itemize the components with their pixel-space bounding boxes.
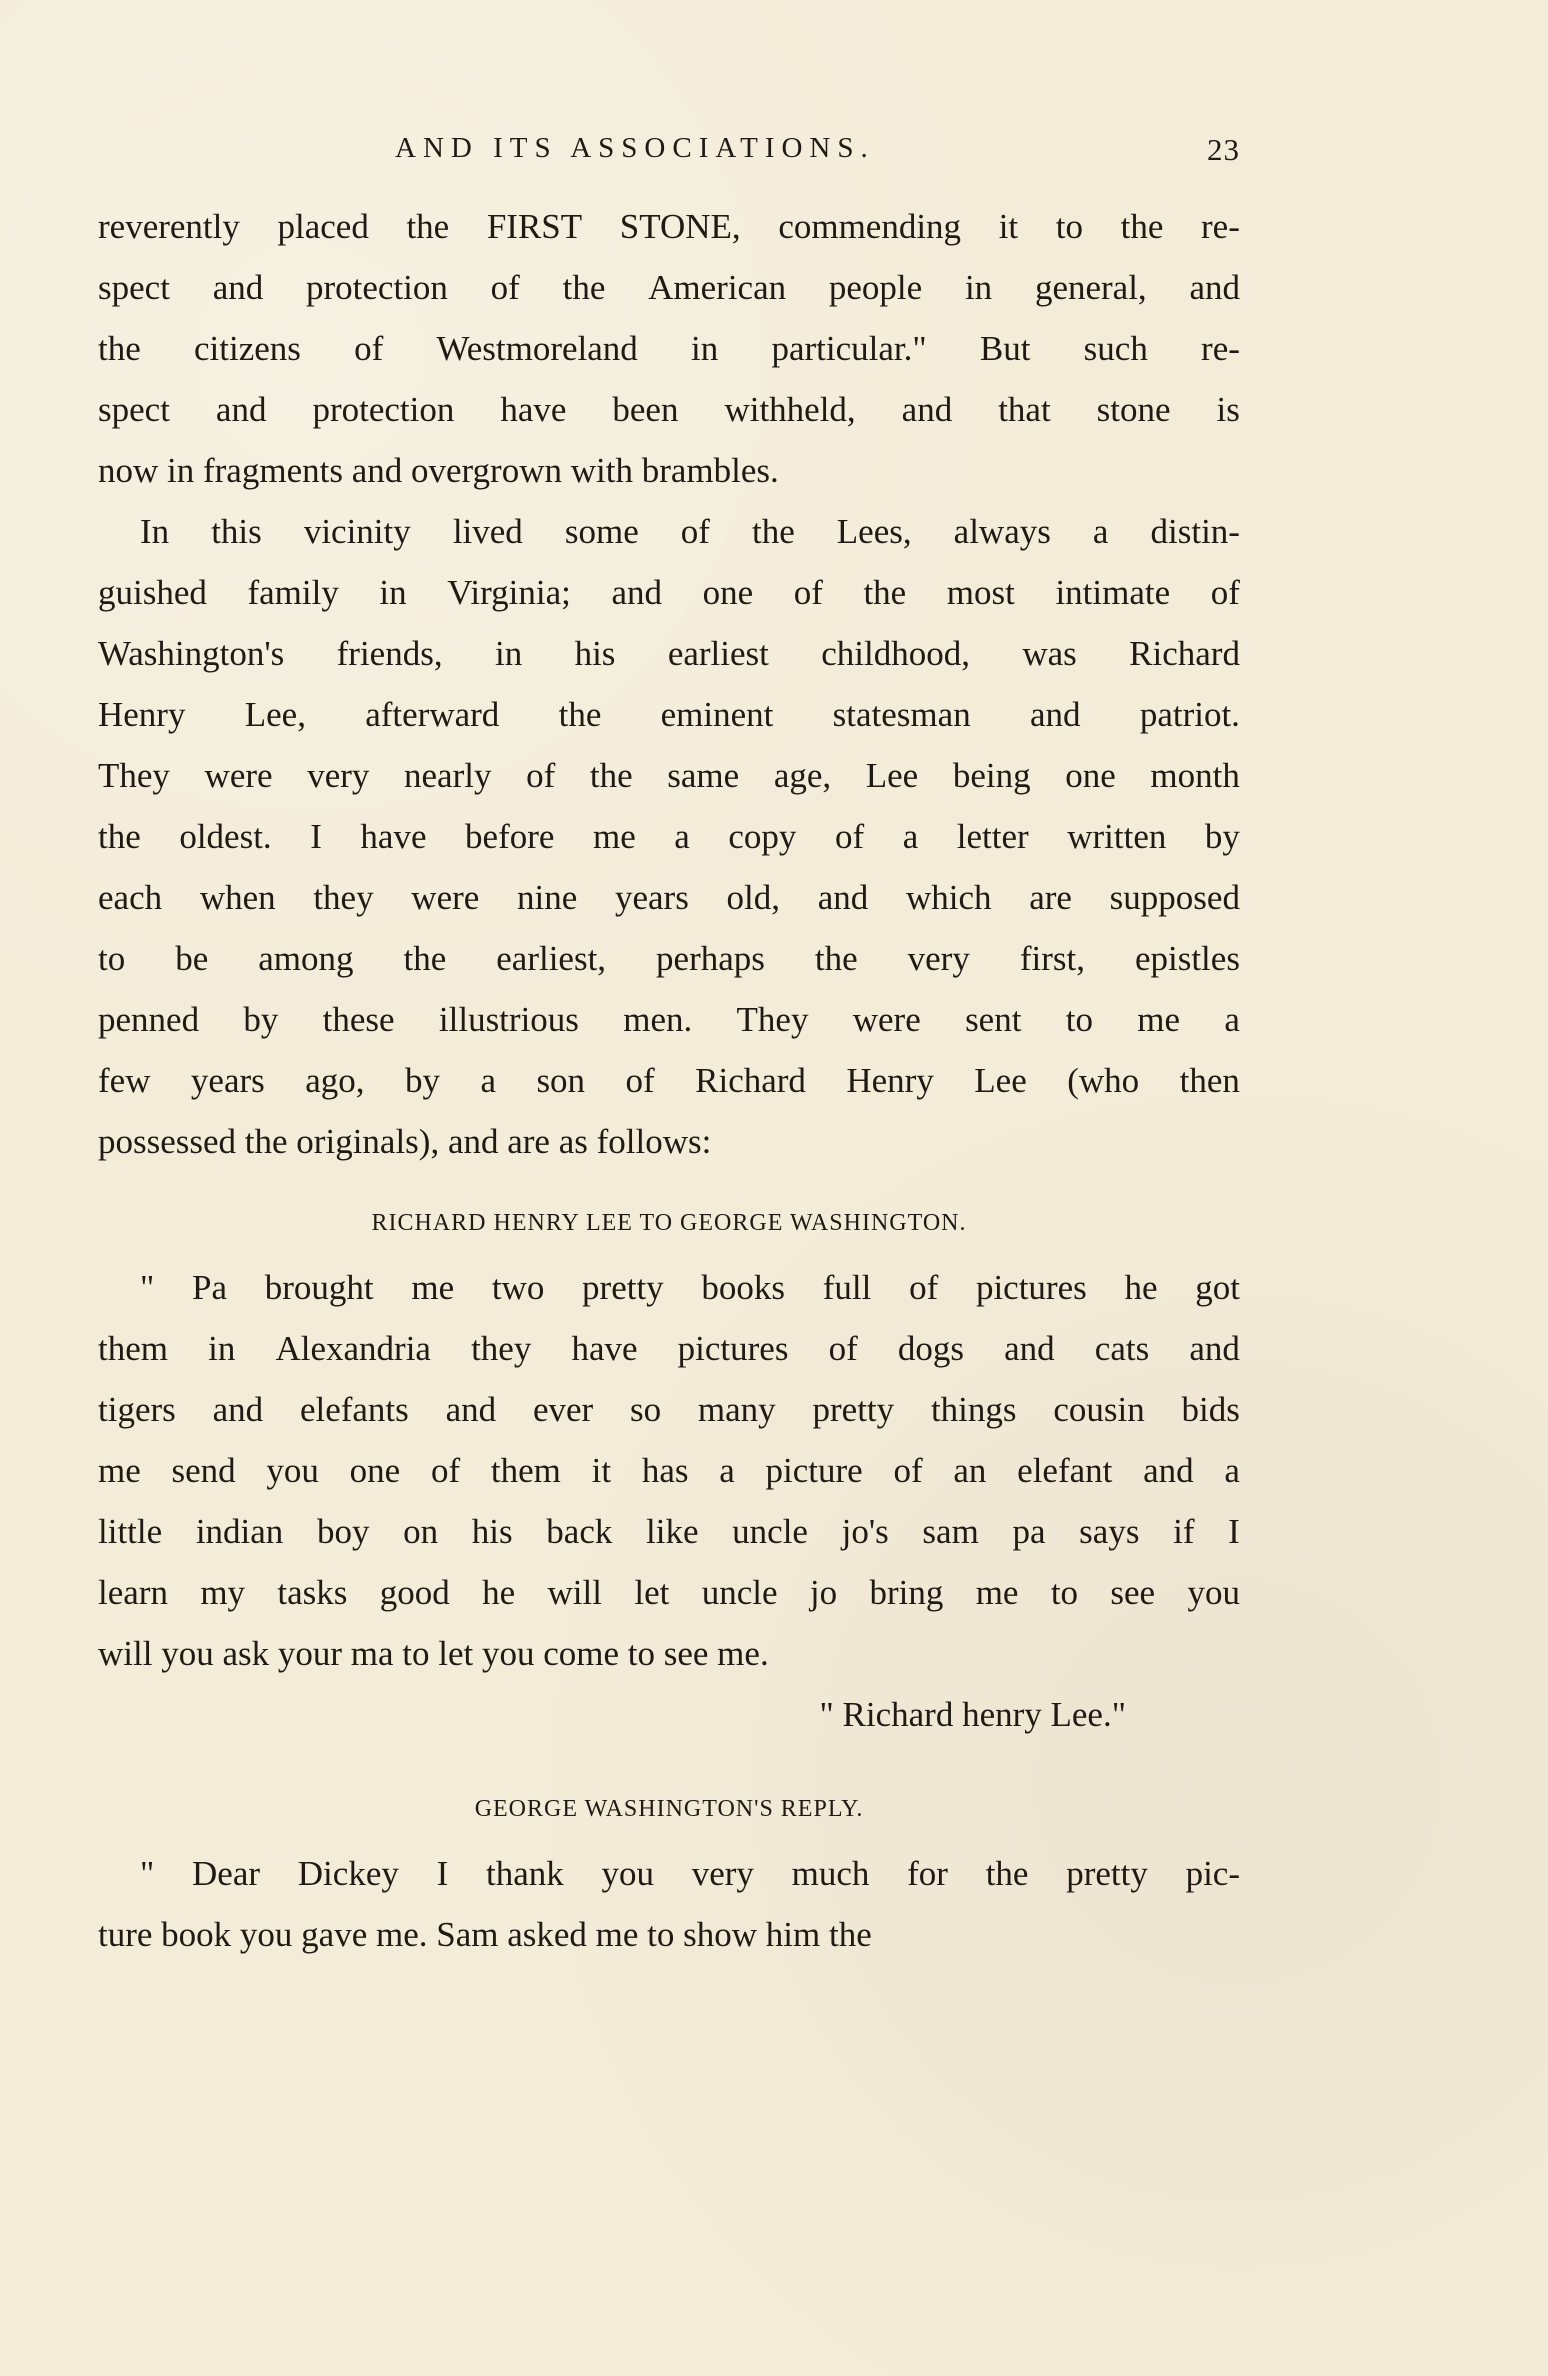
word: pretty	[812, 1390, 895, 1429]
word: bring	[869, 1573, 944, 1612]
word: of	[893, 1451, 923, 1490]
word: pic-	[1185, 1854, 1240, 1893]
word: Dickey	[297, 1854, 399, 1893]
word: penned	[98, 1000, 200, 1039]
main-text	[98, 196, 1240, 1965]
word: will	[547, 1573, 602, 1612]
paragraph-1-line-1	[98, 196, 1240, 257]
word: it	[998, 207, 1019, 246]
word: Virginia;	[447, 573, 571, 612]
word: spect	[98, 268, 170, 307]
word: same	[667, 756, 740, 795]
word: they	[471, 1329, 532, 1368]
paragraph-2-line-4	[98, 684, 1240, 745]
word: and	[1029, 695, 1081, 734]
word: in	[964, 268, 993, 307]
word: years	[190, 1061, 265, 1100]
word: and	[611, 573, 662, 612]
word: to	[1050, 1573, 1079, 1612]
word: and	[1004, 1329, 1055, 1368]
word: withheld,	[724, 390, 856, 429]
word: first,	[1019, 939, 1085, 978]
word: American	[648, 268, 787, 307]
word: tigers	[98, 1390, 176, 1429]
word: uncle	[732, 1512, 808, 1551]
word: cats	[1094, 1329, 1150, 1368]
letter-1-line-4	[98, 1440, 1240, 1501]
word: I	[310, 817, 322, 856]
word: have	[571, 1329, 638, 1368]
word: jo	[809, 1573, 838, 1612]
word: Lee	[974, 1061, 1027, 1100]
word: distin-	[1150, 512, 1240, 551]
word: me	[98, 1451, 141, 1490]
word: commending	[778, 207, 962, 246]
paragraph-2-line-7	[98, 867, 1240, 928]
paragraph-2-line-5	[98, 745, 1240, 806]
word: being	[952, 756, 1031, 795]
word: re-	[1201, 207, 1240, 246]
word: Pa	[192, 1268, 228, 1307]
word: some	[564, 512, 639, 551]
word: of	[793, 573, 823, 612]
word: pictures	[975, 1268, 1087, 1307]
word: like	[646, 1512, 699, 1551]
word: Alexandria	[275, 1329, 431, 1368]
word: of	[680, 512, 710, 551]
word: one	[349, 1451, 401, 1490]
paragraph-2-line-10	[98, 1050, 1240, 1111]
word: STONE,	[619, 207, 741, 246]
word: citizens	[193, 329, 301, 368]
paragraph-2-line-2	[98, 562, 1240, 623]
word: epistles	[1134, 939, 1240, 978]
word: has	[641, 1451, 689, 1490]
letter-2-line-2: ture book you gave me. Sam asked me to show him the	[98, 1915, 872, 1954]
word: have	[500, 390, 567, 429]
word: illustrious	[438, 1000, 579, 1039]
word: statesman	[832, 695, 971, 734]
word: a	[719, 1451, 735, 1490]
word: you	[1187, 1573, 1240, 1612]
word: jo's	[841, 1512, 889, 1551]
running-head	[395, 132, 1240, 172]
letter-1-signature: " Richard henry Lee."	[819, 1695, 1126, 1734]
word: were	[852, 1000, 921, 1039]
word: family	[247, 573, 339, 612]
word: Westmoreland	[436, 329, 638, 368]
word: the	[406, 207, 450, 246]
word: guished	[98, 573, 207, 612]
word: it	[591, 1451, 612, 1490]
word: afterward	[365, 695, 500, 734]
letter-1-line-3	[98, 1379, 1240, 1440]
word: of	[354, 329, 384, 368]
letter-1-line-1	[98, 1257, 1240, 1318]
word: for	[907, 1854, 948, 1893]
letter-1-line-7: will you ask your ma to let you come to see me.	[98, 1634, 769, 1673]
word: "	[140, 1854, 155, 1893]
word: old,	[726, 878, 781, 917]
word: very	[691, 1854, 754, 1893]
word: his	[574, 634, 616, 673]
word: these	[322, 1000, 395, 1039]
reply-heading: GEORGE WASHINGTON'S REPLY.	[474, 1796, 864, 1822]
word: protection	[312, 390, 455, 429]
word: They	[98, 756, 170, 795]
word: then	[1179, 1061, 1240, 1100]
word: a	[1224, 1000, 1240, 1039]
word: always	[953, 512, 1051, 551]
word: picture	[765, 1451, 863, 1490]
word: tasks	[277, 1573, 348, 1612]
word: "	[140, 1268, 155, 1307]
word: childhood,	[821, 634, 970, 673]
word: the	[985, 1854, 1029, 1893]
word: most	[946, 573, 1015, 612]
word: month	[1150, 756, 1240, 795]
word: son	[536, 1061, 586, 1100]
word: of	[909, 1268, 939, 1307]
word: patriot.	[1139, 695, 1240, 734]
word: a	[480, 1061, 496, 1100]
word: of	[1210, 573, 1240, 612]
word: copy	[728, 817, 797, 856]
word: of	[625, 1061, 655, 1100]
word: of	[828, 1329, 858, 1368]
paragraph-1-line-2	[98, 257, 1240, 318]
word: indian	[195, 1512, 284, 1551]
word: placed	[277, 207, 369, 246]
word: see	[1110, 1573, 1156, 1612]
word: intimate	[1055, 573, 1171, 612]
letter-2-line-1	[98, 1843, 1240, 1904]
word: bids	[1181, 1390, 1240, 1429]
word: the	[1120, 207, 1164, 246]
word: FIRST	[486, 207, 583, 246]
word: the	[98, 329, 141, 368]
word: perhaps	[656, 939, 765, 978]
word: written	[1067, 817, 1167, 856]
word: many	[697, 1390, 776, 1429]
paragraph-2-line-11: possessed the originals), and are as follows:	[98, 1122, 712, 1161]
word: supposed	[1109, 878, 1240, 917]
word: earliest	[667, 634, 769, 673]
word: the	[589, 756, 633, 795]
word: to	[98, 939, 126, 978]
word: learn	[98, 1573, 168, 1612]
word: men.	[623, 1000, 693, 1039]
word: this	[211, 512, 262, 551]
paragraph-1-line-4	[98, 379, 1240, 440]
word: little	[98, 1512, 163, 1551]
word: stone	[1096, 390, 1171, 429]
word: Lees,	[836, 512, 912, 551]
word: particular."	[771, 329, 927, 368]
word: so	[629, 1390, 662, 1429]
word: is	[1216, 390, 1240, 429]
word: I	[1228, 1512, 1240, 1551]
word: be	[175, 939, 209, 978]
word: nearly	[404, 756, 492, 795]
word: them	[490, 1451, 561, 1490]
word: Lee,	[244, 695, 306, 734]
word: nine	[517, 878, 578, 917]
word: few	[98, 1061, 151, 1100]
paragraph-1-line-3	[98, 318, 1240, 379]
word: a	[902, 817, 919, 856]
word: of	[834, 817, 865, 856]
word: a	[674, 817, 690, 856]
word: send	[171, 1451, 236, 1490]
word: one	[1065, 756, 1116, 795]
word: dogs	[897, 1329, 964, 1368]
word: the	[562, 268, 606, 307]
word: Henry	[846, 1061, 934, 1100]
word: in	[379, 573, 407, 612]
word: two	[491, 1268, 545, 1307]
word: elefants	[299, 1390, 409, 1429]
word: In	[140, 512, 170, 551]
word: people	[828, 268, 923, 307]
word: Lee	[865, 756, 919, 795]
word: vicinity	[303, 512, 411, 551]
word: They	[736, 1000, 809, 1039]
word: back	[546, 1512, 613, 1551]
word: and	[817, 878, 869, 917]
word: and	[445, 1390, 497, 1429]
word: protection	[306, 268, 448, 307]
word: were	[411, 878, 480, 917]
word: the	[403, 939, 447, 978]
paragraph-2-line-6	[98, 806, 1240, 867]
word: spect	[98, 390, 170, 429]
word: each	[98, 878, 163, 917]
word: among	[258, 939, 354, 978]
word: the	[558, 695, 602, 734]
letter-1-line-2	[98, 1318, 1240, 1379]
word: very	[907, 939, 970, 978]
word: and	[215, 390, 267, 429]
word: in	[494, 634, 523, 673]
word: ago,	[305, 1061, 365, 1100]
word: letter	[956, 817, 1029, 856]
word: in	[691, 329, 719, 368]
word: he	[1124, 1268, 1158, 1307]
word: Washington's	[98, 634, 285, 673]
word: and	[1189, 1329, 1240, 1368]
paragraph-2-line-1	[98, 501, 1240, 562]
word: cousin	[1053, 1390, 1145, 1429]
word: I	[436, 1854, 449, 1893]
word: me	[1137, 1000, 1181, 1039]
running-title: AND ITS ASSOCIATIONS.	[395, 132, 875, 164]
word: to	[1055, 207, 1083, 246]
word: uncle	[701, 1573, 778, 1612]
word: boy	[316, 1512, 370, 1551]
word: which	[905, 878, 992, 917]
word: the	[751, 512, 795, 551]
word: earliest,	[496, 939, 607, 978]
word: very	[307, 756, 370, 795]
word: and	[1189, 268, 1240, 307]
word: the	[863, 573, 907, 612]
word: thank	[485, 1854, 564, 1893]
word: ever	[532, 1390, 594, 1429]
word: they	[313, 878, 374, 917]
word: when	[199, 878, 276, 917]
word: reverently	[98, 207, 240, 246]
word: his	[471, 1512, 513, 1551]
word: that	[998, 390, 1051, 429]
word: the	[98, 817, 141, 856]
word: in	[208, 1329, 236, 1368]
word: and	[212, 1390, 264, 1429]
word: lived	[452, 512, 523, 551]
word: elefant	[1017, 1451, 1113, 1490]
word: says	[1079, 1512, 1140, 1551]
word: good	[379, 1573, 450, 1612]
word: friends,	[336, 634, 443, 673]
letter-heading: RICHARD HENRY LEE TO GEORGE WASHINGTON.	[371, 1210, 967, 1236]
paragraph-2-line-8	[98, 928, 1240, 989]
word: of	[526, 756, 556, 795]
word: were	[204, 756, 273, 795]
word: by	[1204, 817, 1240, 856]
word: by	[404, 1061, 440, 1100]
word: things	[930, 1390, 1017, 1429]
word: and	[1143, 1451, 1194, 1490]
word: a	[1224, 1451, 1240, 1490]
word: got	[1195, 1268, 1240, 1307]
word: he	[482, 1573, 516, 1612]
word: eminent	[660, 695, 774, 734]
word: and	[901, 390, 953, 429]
word: oldest.	[179, 817, 272, 856]
word: them	[98, 1329, 168, 1368]
word: Richard	[1129, 634, 1240, 673]
word: an	[953, 1451, 987, 1490]
word: (who	[1067, 1061, 1140, 1100]
word: are	[1029, 878, 1072, 917]
word: before	[465, 817, 555, 856]
word: Henry	[98, 695, 186, 734]
letter-1-line-5	[98, 1501, 1240, 1562]
word: books	[701, 1268, 786, 1307]
word: let	[634, 1573, 670, 1612]
word: sam	[922, 1512, 979, 1551]
word: sent	[965, 1000, 1022, 1039]
word: Richard	[695, 1061, 806, 1100]
paragraph-1-line-5: now in fragments and overgrown with brambles.	[98, 451, 779, 490]
word: a	[1092, 512, 1109, 551]
word: of	[490, 268, 520, 307]
word: on	[403, 1512, 439, 1551]
word: have	[360, 817, 427, 856]
word: my	[200, 1573, 246, 1612]
word: such	[1083, 329, 1148, 368]
word: you	[601, 1854, 654, 1893]
word: pretty	[582, 1268, 664, 1307]
word: general,	[1034, 268, 1147, 307]
word: pa	[1012, 1512, 1046, 1551]
word: full	[822, 1268, 872, 1307]
word: me	[592, 817, 636, 856]
word: re-	[1201, 329, 1240, 368]
letter-1-line-6	[98, 1562, 1240, 1623]
word: the	[814, 939, 858, 978]
word: me	[975, 1573, 1019, 1612]
word: by	[243, 1000, 279, 1039]
paragraph-2-line-9	[98, 989, 1240, 1050]
word: age,	[773, 756, 832, 795]
paragraph-2-line-3	[98, 623, 1240, 684]
word: you	[266, 1451, 319, 1490]
word: me	[411, 1268, 455, 1307]
word: if	[1173, 1512, 1195, 1551]
word: pictures	[677, 1329, 789, 1368]
word: one	[702, 573, 754, 612]
page-number: 23	[1207, 132, 1240, 167]
word: and	[212, 268, 264, 307]
word: was	[1022, 634, 1077, 673]
word: years	[614, 878, 689, 917]
word: pretty	[1066, 1854, 1148, 1893]
word: brought	[264, 1268, 374, 1307]
word: been	[612, 390, 679, 429]
word: much	[791, 1854, 870, 1893]
word: to	[1065, 1000, 1093, 1039]
word: Dear	[192, 1854, 261, 1893]
word: of	[430, 1451, 461, 1490]
word: But	[979, 329, 1031, 368]
